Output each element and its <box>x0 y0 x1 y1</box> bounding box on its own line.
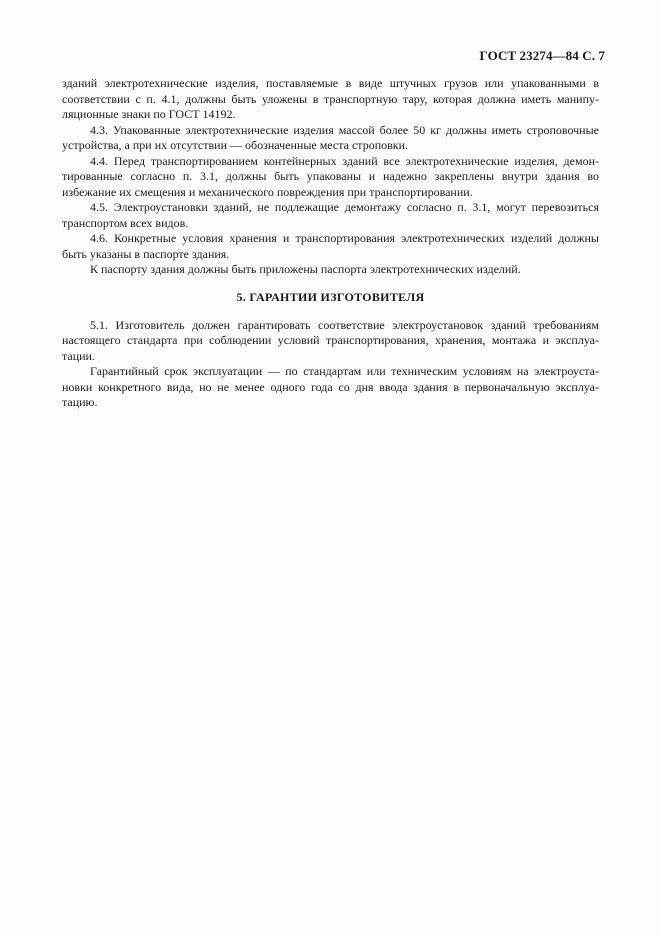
text-line: быть указаны в паспорте здания. <box>62 246 230 261</box>
text-line: соответствии с п. 4.1, должны быть уложены в транспортную тару, которая должна иметь манипу- <box>62 91 599 106</box>
text-line: настоящего стандарта при соблюдении условий транспортирования, хранения, монтажа и эксплуа- <box>62 333 599 347</box>
text-line: ляционные знаки по ГОСТ 14192. <box>62 107 236 121</box>
paragraph-5-1 <box>62 318 599 365</box>
text-line: зданий электротехнические изделия, поставляемые в виде штучных грузов или упакованными в <box>62 76 599 90</box>
section-title: 5. ГАРАНТИИ ИЗГОТОВИТЕЛЯ <box>236 289 425 304</box>
text-line: транспортом всех видов. <box>62 215 189 230</box>
text-line: 4.5. Электроустановки зданий, не подлежащие демонтажу согласно п. 3.1, могут перевозиться <box>90 200 599 214</box>
text-line: тированные согласно п. 3.1, должны быть упакованы и надежно закреплены внутри здания во <box>62 169 599 183</box>
text-line: К паспорту здания должны быть приложены паспорта электротехнических изделий. <box>90 262 521 276</box>
text-line: 5.1. Изготовитель должен гарантировать соответствие электроустановок зданий требованиям <box>90 317 599 332</box>
paragraph-4-3 <box>62 123 599 154</box>
paragraph-passport-note <box>62 262 599 278</box>
paragraph-4-2-continuation <box>62 76 599 123</box>
paragraph-4-4 <box>62 154 599 201</box>
text-line: 4.6. Конкретные условия хранения и транспортирования электротехнических изделий должны <box>90 231 599 245</box>
text-line: 4.3. Упакованные электротехнические изделия массой более 50 кг должны иметь строповочные <box>90 122 599 137</box>
text-line: тации. <box>62 348 95 363</box>
document-body <box>62 76 599 411</box>
text-line: избежание их смещения и механического повреждения при транспортировании. <box>62 184 473 199</box>
text-line: Гарантийный срок эксплуатации — по стандартам или техническим условиям на электроуста- <box>90 364 599 378</box>
running-header: ГОСТ 23274—84 С. 7 <box>479 48 605 63</box>
paragraph-warranty-period <box>62 364 599 411</box>
paragraph-4-6 <box>62 231 599 262</box>
text-line: устройства, а при их отсутствии — обозначенные места строповки. <box>62 138 409 152</box>
text-line: 4.4. Перед транспортированием контейнерных зданий все электротехнические изделия, демон- <box>90 153 599 168</box>
paragraph-4-5 <box>62 200 599 231</box>
text-line: тацию. <box>62 395 98 409</box>
text-line: новки конкретного вида, но не менее одного года со дня ввода здания в первоначальную эксплуа- <box>62 379 599 394</box>
